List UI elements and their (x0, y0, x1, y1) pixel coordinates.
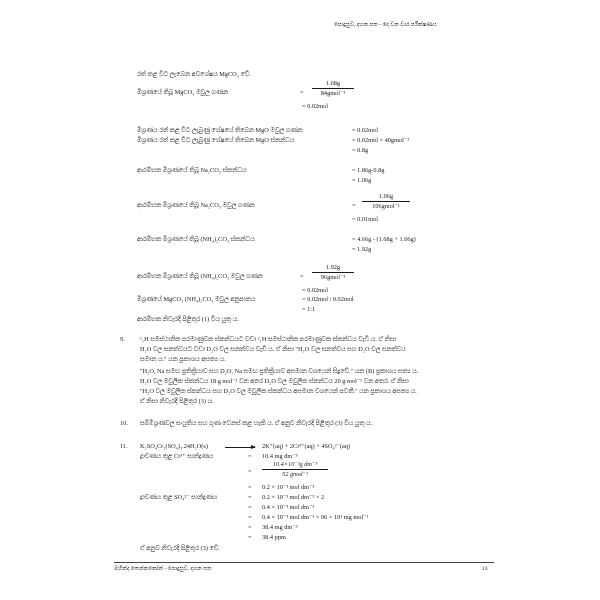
fraction-denominator: 106gmol⁻¹ (362, 201, 410, 210)
q8-row-result: = 0.02mol (302, 103, 328, 110)
q8-row-value: = 1.92g (352, 246, 372, 253)
q10-number: 10. (120, 420, 128, 427)
footer-divider (114, 562, 494, 563)
fraction-numerator: 10.4×10⁻³g dm⁻³ (272, 461, 318, 468)
q11-product: 2K⁺(aq) + 2Cr³⁺(aq) + 4SO₄²⁻(aq) (262, 443, 351, 450)
equals-sign: = (248, 494, 252, 501)
reaction-arrow-icon (225, 447, 255, 448)
q9-line: ඒ නිසා නිවැරදි පිළිතුර (3) ය. (140, 398, 214, 405)
q8-row-label: මිශ්‍රණය රත් කළ විට ලැබුණු ශේෂයේ තිබෙන MgO මවුල ගණන (137, 127, 303, 134)
fraction-denominator: 52 gmol⁻¹ (262, 469, 328, 478)
q11-answer: ඒ අනුව නිවැරදි පිළිතුර (3) වේ. (140, 545, 220, 552)
q11-line: 0.4 × 10⁻³ mol dm⁻³ × 96 × 10³ mg mol⁻¹ (262, 514, 369, 521)
fraction (312, 80, 354, 97)
equals-sign: = (248, 514, 252, 521)
q8-row-value: = 0.02mol (352, 127, 378, 134)
q8-row-value: = 0.02mol × 40gmol⁻¹ (352, 137, 410, 144)
q11-line: 38.4 ppm (262, 534, 286, 541)
fraction (312, 264, 354, 281)
fraction-numerator: 1.68g (325, 80, 341, 87)
q8-answer: ආරම්භක නිවැරදි පිළිතුර (1) වීය යුතු ය. (137, 316, 239, 323)
q8-row-label: ආරම්භක මිශ්‍රණයේ තිබූ Na₂CO₃ මවුල ගණන (137, 202, 255, 209)
q8-row-value: = 0.8g (352, 147, 369, 154)
equals-sign: = (248, 468, 252, 475)
q9-line: H₂O වල සනත්වයට වඩා D₂O වල සනත්වය වැඩි ය. ඒ නිසා "H₂O වල සනත්වය සහ D₂O වල සනත්වය (140, 346, 406, 353)
fraction (362, 193, 410, 210)
equals-sign: = (352, 202, 356, 209)
fraction-numerator: 1.06g (378, 193, 394, 200)
page-number: 13 (482, 566, 488, 572)
equals-sign: = (300, 89, 304, 96)
q11-number: 11. (120, 443, 128, 450)
q8-row-value: = 1:1 (302, 306, 316, 313)
q8-row-label: මිශ්‍රණයේ තිබූ MgCO₃ මවුල ගණන (137, 89, 229, 96)
fraction-denominator: 84gmol⁻¹ (312, 88, 354, 97)
q9-line: සමාන ය." යන ප්‍රකාශය අසත්‍ය ය. (140, 356, 226, 363)
equals-sign: = (248, 534, 252, 541)
q8-row-value: = 1.06g (352, 177, 372, 184)
q11-line: 0.2 × 10⁻³ mol dm⁻³ (262, 484, 315, 491)
q8-row-result: = 0.02mol (302, 287, 328, 294)
equals-sign: = (248, 504, 252, 511)
q11-line: 10.4 mg dm⁻³ (262, 453, 298, 460)
q8-row-label: ආරම්භක මිශ්‍රණයේ තිබූ Na₂CO₃ ස්කන්ධය (137, 167, 247, 174)
q8-row-value: = 0.02mol : 0.02mol (302, 296, 354, 303)
q9-line: "H₂O, Na සමඟ ප්‍රතික්‍රියාව සහ D₂O, Na සමඟ ප්‍රතික්‍රියාව අසමාන වශයෙන් සිදුවේ." යන (B) ප්‍රකාශය සත්‍ය ය. (140, 368, 419, 375)
q11-line: 0.4 × 10⁻³ mol dm⁻³ (262, 504, 315, 511)
q9-line: H₂O වල මවුලික ස්කන්ධය 18 g mol⁻¹ වන අතර D₂O වල මවුලික ස්කන්ධය 20 g mol⁻¹ වන අතර. ඒ නිසා (140, 378, 409, 385)
q8-row-value: = 4.66g - (1.68g + 1.06g) (352, 236, 416, 243)
fraction-numerator: 1.92g (325, 264, 341, 271)
fraction (262, 461, 328, 478)
equals-sign: = (248, 524, 252, 531)
equals-sign: = (300, 273, 304, 280)
q9-line: "H₂O වල මවුලික ස්කන්ධය සහ D₂O වල මවුලික ස්කන්ධය අසමාන වශයෙන් පවතී." යන ප්‍රකාශය අසත්‍ය ය. (140, 388, 417, 395)
running-header: පොදුසුව, දහන පත - දෙ වන වාර පරීක්ෂණය (334, 22, 437, 28)
q9-number: 9. (120, 336, 125, 343)
equals-sign: = (248, 453, 252, 460)
q8-row-label: මිශ්‍රණය රත් කළ විට ලැබුණු ශේෂයේ තිබෙන MgO ස්කන්ධය (137, 137, 295, 144)
q10-text: සම්මිශ්‍රණවල සංයුතිය සහ ගුණ වෙනස් කළ හැකි ය. ඒ අනුව නිවැරදි පිළිතුර (3) වීය යුතු ය. (140, 420, 373, 427)
fraction-denominator: 96gmol⁻¹ (312, 272, 354, 281)
q8-row-label: ආරම්භක මිශ්‍රණයේ තිබූ (NH₄)₂CO₃ මවුල ගණන (137, 273, 263, 280)
q11-reactant: K₂SO₄Cr₂(SO₄)₃.24H₂O(s) (140, 443, 208, 450)
q9-line: ¹₁H සමස්ථානික පරමාණුවක ස්කන්ධයට වඩා ²₁H සමස්ථානික පරමාණුවක ස්කන්ධය වැඩි ය. ඒ නිසා (140, 336, 397, 343)
equals-sign: = (248, 484, 252, 491)
footer-left: මහින්ද තෙන්නකෝන් - පොදුසුව, දහන පත (114, 566, 212, 572)
q8-intro: රත් කළ විට ලැබෙන අවශේෂය MgCO₃ වේ. (137, 71, 251, 78)
q11-label-so4: ද්‍රාවණය තුළ SO₄²⁻ සාන්ද්‍රණය (140, 494, 218, 501)
q8-row-label: ආරම්භක මිශ්‍රණයේ තිබූ (NH₄)₂CO₃ ස්කන්ධය (137, 236, 255, 243)
q8-row-result: = 0.01mol (352, 216, 378, 223)
q11-line: 0.2 × 10⁻³ mol dm⁻³ × 2 (262, 494, 325, 501)
q11-line: 38.4 mg dm⁻³ (262, 524, 298, 531)
q11-label-cr: ද්‍රාවණය තුළ Cr³⁺ සාන්ද්‍රණය (140, 453, 214, 460)
q8-row-value: = 1.86g-0.8g (352, 167, 385, 174)
q8-row-label: මිශ්‍රණයේ MgCO₃ (NH₄)₂CO₃ මවුල අනුපාතය (137, 296, 256, 303)
